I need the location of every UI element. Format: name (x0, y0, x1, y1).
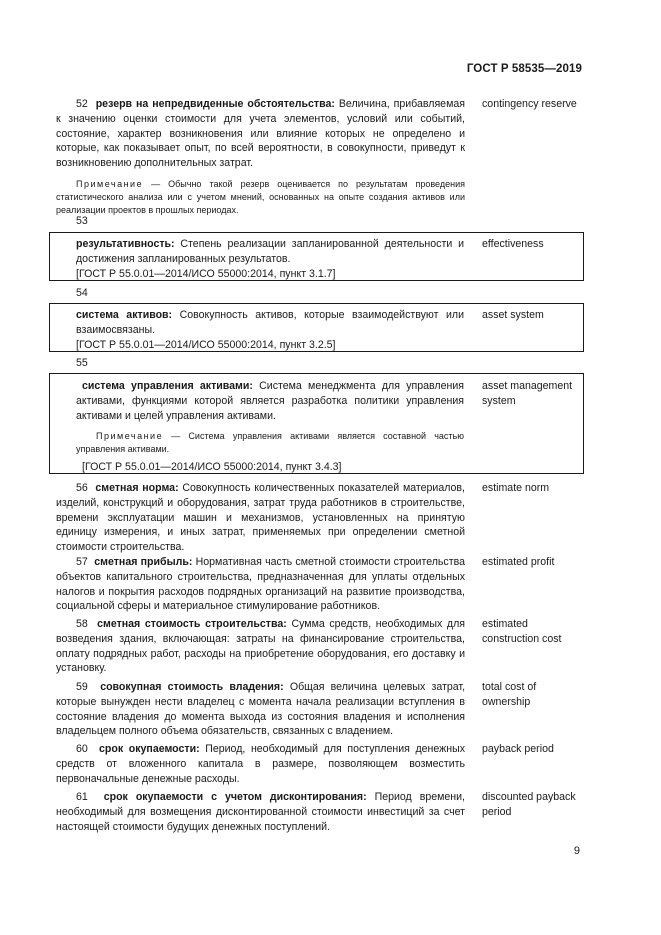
term-reference: [ГОСТ Р 55.0.01—2014/ИСО 55000:2014, пункт 3.1.7] (76, 267, 336, 280)
term-number-55: 55 (76, 357, 88, 369)
term-title: срок окупаемости с учетом дисконтирования: (103, 791, 367, 803)
term-definition: Период времени, необходимый для возмещения дисконтированной стоимости инвестиций за счет настоящей стоимости будущих денежных поступлений. (56, 791, 465, 833)
term-definition: Нормативная часть сметной стоимости строительства объектов капитального строительства, предназначенная для уплаты отдельных налогов и покрытия расходов подрядных организаций на развитие производства, социальной сферы и материальное стимулирование работников. (56, 556, 465, 613)
term-entry-54 (49, 303, 584, 352)
term-number-54: 54 (76, 287, 88, 299)
term-entry-53 (49, 232, 584, 281)
term-en-61: discounted payback period (482, 791, 576, 818)
term-ru-61 (56, 790, 465, 834)
term-title: сметная стоимость строительства: (97, 618, 287, 630)
term-number: 60 (76, 743, 88, 755)
term-title: резерв на непредвиденные обстоятельства: (95, 98, 335, 110)
term-definition: Общая величина целевых затрат, которые вынужден нести владелец с момента начала реализации вступления в состояние владения до момента выхода из состояния владения и исполнения владельцем полного объема обязательств, связанных с владением. (56, 681, 466, 738)
term-definition: Совокупность количественных показателей материалов, изделий, конструкций и оборудования, затрат труда работников в строительстве, времени эксплуатации машин и механизмов, установленных на принятую единицу измерения, и иных затрат, применяемых при определении сметной стоимости строительства. (56, 482, 465, 554)
page-number: 9 (573, 845, 580, 857)
term-number: 58 (76, 618, 88, 630)
term-title: система управления активами: (82, 380, 253, 392)
term-en-60: payback period (482, 743, 554, 755)
term-en-54: asset system (482, 309, 544, 321)
term-reference: [ГОСТ Р 55.0.01—2014/ИСО 55000:2014, пункт 3.2.5] (76, 338, 336, 351)
term-ru-58 (56, 617, 465, 676)
term-en-55: asset management system (482, 380, 573, 407)
term-title: совокупная стоимость владения: (100, 681, 284, 693)
term-title: система активов: (76, 309, 173, 321)
term-ru-60 (56, 742, 465, 786)
term-number: 56 (76, 482, 88, 494)
term-title: сметная норма: (95, 482, 179, 494)
term-ru-56 (56, 481, 465, 555)
term-reference: [ГОСТ Р 55.0.01—2014/ИСО 55000:2014, пункт 3.4.3] (82, 461, 342, 474)
term-number: 57 (76, 556, 88, 568)
term-en-56: estimate norm (482, 482, 550, 494)
term-ru-53 (76, 237, 464, 281)
term-en-59: total cost of ownership (482, 681, 537, 708)
term-ru-54 (76, 308, 464, 352)
document-header: ГОСТ Р 58535—2019 (466, 63, 582, 75)
term-definition: Величина, прибавляемая к значению оценки стоимости для учета элементов, условий или событий, состояние, характер возникновения или влияние которых не определено и которые, как показывает опыт, по всей вероятности, в совокупности, приведут к возникновению дополнительных затрат. (56, 98, 465, 170)
term-ru-57 (56, 555, 465, 614)
term-ru-55 (76, 379, 464, 475)
term-en-58: estimated construction cost (482, 618, 562, 645)
term-entry-55 (49, 373, 584, 474)
term-title: срок окупаемости: (99, 743, 200, 755)
term-note (56, 178, 465, 217)
term-ru-59 (56, 680, 465, 739)
term-number: 52 (76, 98, 88, 110)
term-definition: Совокупность активов, которые взаимодействуют или взаимосвязаны. (76, 309, 464, 336)
term-ru-52 (56, 97, 465, 217)
note-text: — Система управления активами является составной частью управления активами. (76, 431, 464, 455)
note-label: Примечание (76, 178, 144, 189)
term-note (76, 430, 464, 456)
term-definition: Сумма средств, необходимых для возведения здания, включающая: затраты на финансирование строительства, оплату подрядных работ, расходы на приобретение оборудования, его доставку и установку. (56, 618, 465, 675)
term-number: 61 (76, 791, 88, 803)
term-en-57: estimated profit (482, 556, 555, 568)
term-definition: Система менеджмента для управления активами, функциями которой является разработка политики управления активами и целей управления активами. (76, 380, 464, 422)
term-en-52: contingency reserve (482, 98, 577, 110)
term-title: сметная прибыль: (94, 556, 193, 568)
term-definition: Период, необходимый для поступления денежных средств от вложенного капитала в размере, позволяющем возместить первоначальные денежные расходы. (56, 743, 466, 785)
term-title: результативность: (76, 238, 175, 250)
note-label: Примечание (96, 431, 164, 442)
term-en-53: effectiveness (482, 238, 544, 250)
term-number: 59 (76, 681, 88, 693)
term-definition: Степень реализации запланированной деятельности и достижения запланированных результатов. (76, 238, 464, 265)
note-text: — Обычно такой резерв оценивается по результатам проведения статистического анализа или с учетом мнений, основанных на опыте создания активов или реализации проектов в прошлых периодах. (56, 178, 465, 215)
term-number-53: 53 (76, 215, 88, 227)
